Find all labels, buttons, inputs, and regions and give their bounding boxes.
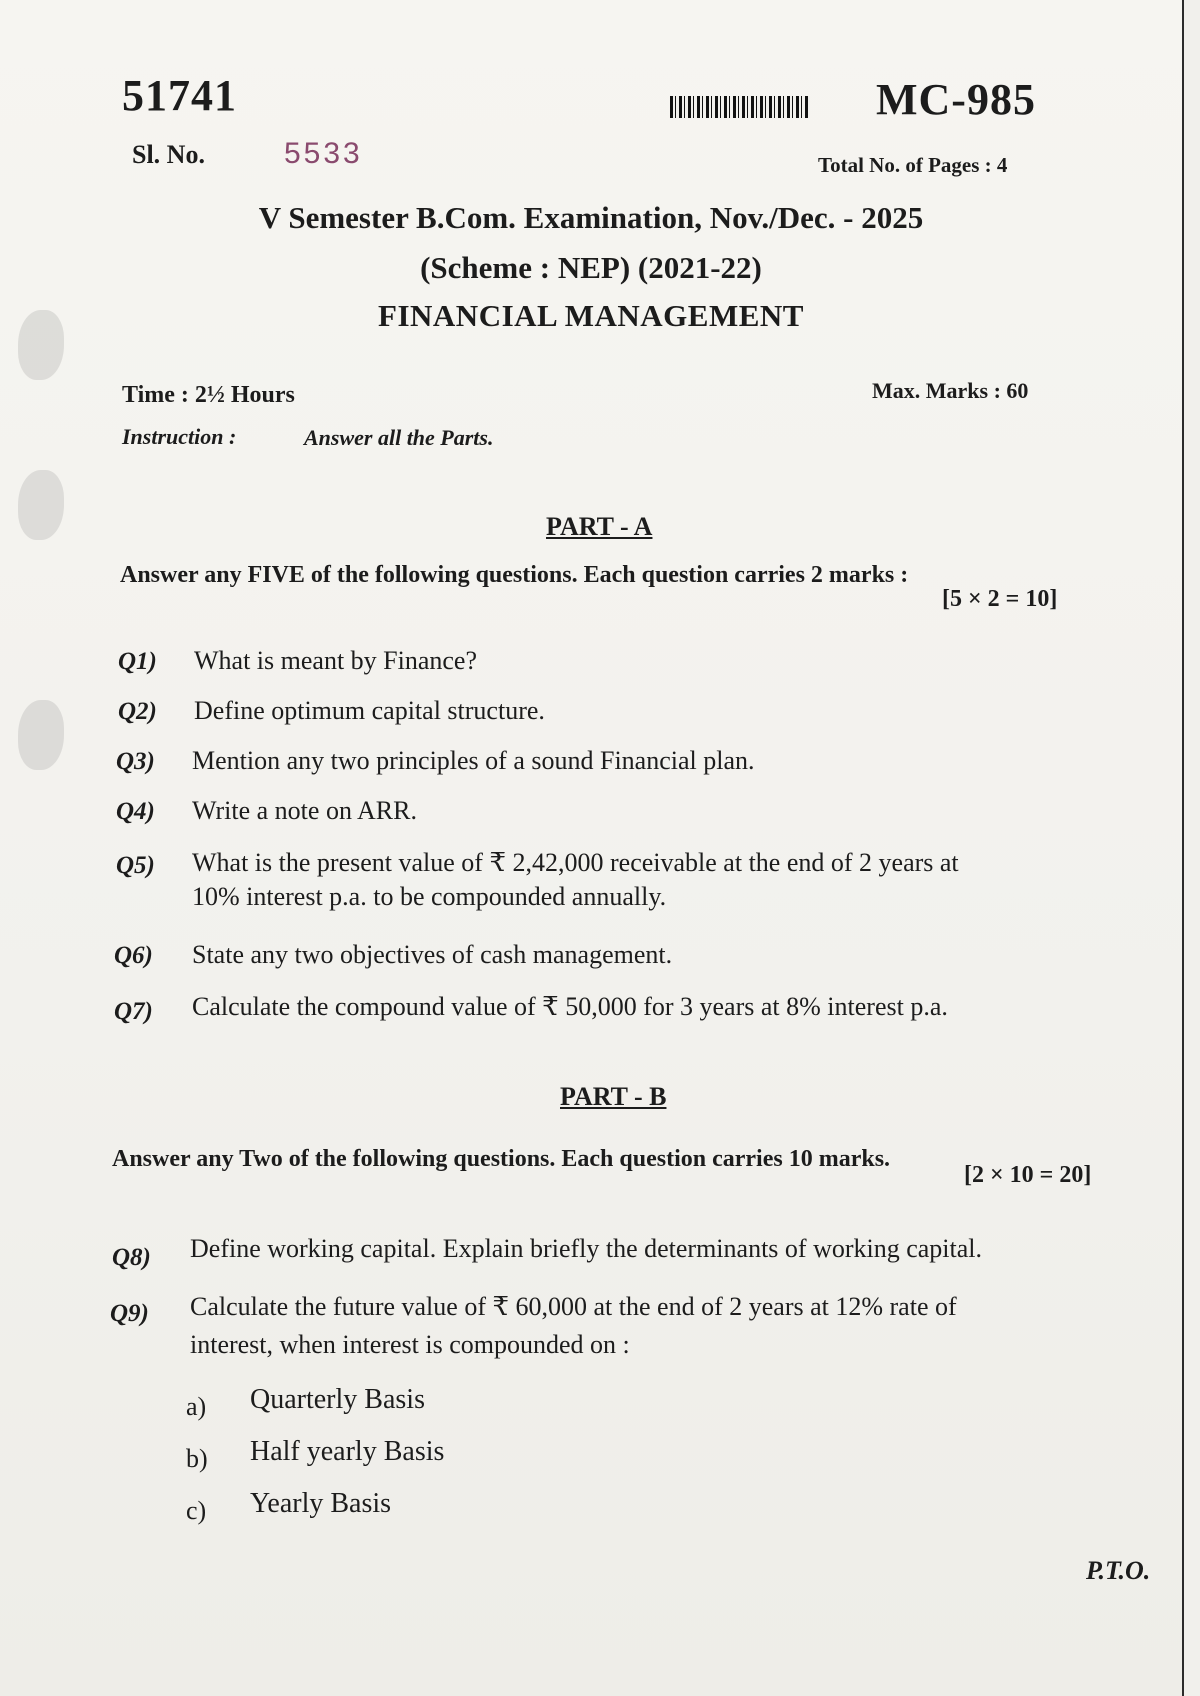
question-text: Mention any two principles of a sound Financial plan. [192,746,755,775]
exam-duration: Time : 2½ Hours [122,382,295,408]
question-text: 10% interest p.a. to be compounded annually. [192,882,667,911]
scan-smudge [18,700,64,770]
question-number: Q9) [110,1300,149,1327]
barcode-icon [670,96,810,118]
question-text: Calculate the compound value of ₹ 50,000 for 3 years at 8% interest p.a. [192,992,948,1021]
sub-item-text: Yearly Basis [250,1488,392,1519]
question-text: State any two objectives of cash management. [192,940,673,969]
question-text: What is the present value of ₹ 2,42,000 receivable at the end of 2 years at [192,848,959,877]
question-text: Write a note on ARR. [192,796,417,825]
sub-item-letter: c) [186,1496,207,1525]
sub-item-letter: b) [186,1444,208,1473]
question-number: Q8) [112,1244,151,1271]
part-a-instruction: Answer any FIVE of the following questions. Each question carries 2 marks : [120,562,909,588]
part-a-marks: [5 × 2 = 10] [942,586,1058,612]
question-text: Define optimum capital structure. [194,696,545,725]
question-text: What is meant by Finance? [194,646,478,675]
mc-code: MC-985 [876,75,1036,124]
question-number: Q3) [116,748,155,775]
question-number: Q2) [118,698,157,725]
question-text: Calculate the future value of ₹ 60,000 at the end of 2 years at 12% rate of [190,1292,957,1321]
max-marks: Max. Marks : 60 [872,378,1029,403]
sub-item-text: Quarterly Basis [250,1384,425,1415]
exam-scheme: (Scheme : NEP) (2021-22) [420,250,762,285]
sub-item-text: Half yearly Basis [250,1436,445,1467]
sub-item-letter: a) [186,1392,207,1421]
question-number: Q5) [116,852,155,879]
subject-title: FINANCIAL MANAGEMENT [378,298,804,333]
part-b-instruction: Answer any Two of the following questions. Each question carries 10 marks. [112,1146,891,1172]
question-number: Q6) [114,942,153,969]
question-number: Q7) [114,998,153,1025]
instruction-label: Instruction : [122,424,237,449]
part-b-heading: PART - B [560,1082,667,1111]
question-text: interest, when interest is compounded on : [190,1330,630,1359]
please-turn-over: P.T.O. [1086,1556,1151,1585]
scan-smudge [18,470,64,540]
paper-code: 51741 [122,71,237,120]
instruction-text: Answer all the Parts. [304,425,494,450]
serial-number-value: 5533 [284,137,363,170]
question-number: Q4) [116,798,155,825]
part-a-heading: PART - A [546,512,653,541]
total-pages: Total No. of Pages : 4 [818,153,1008,177]
serial-number-label: Sl. No. [132,140,205,169]
question-number: Q1) [118,648,157,675]
exam-title: V Semester B.Com. Examination, Nov./Dec. - 2025 [258,200,924,235]
question-text: Define working capital. Explain briefly the determinants of working capital. [190,1234,983,1263]
part-b-marks: [2 × 10 = 20] [964,1162,1092,1188]
